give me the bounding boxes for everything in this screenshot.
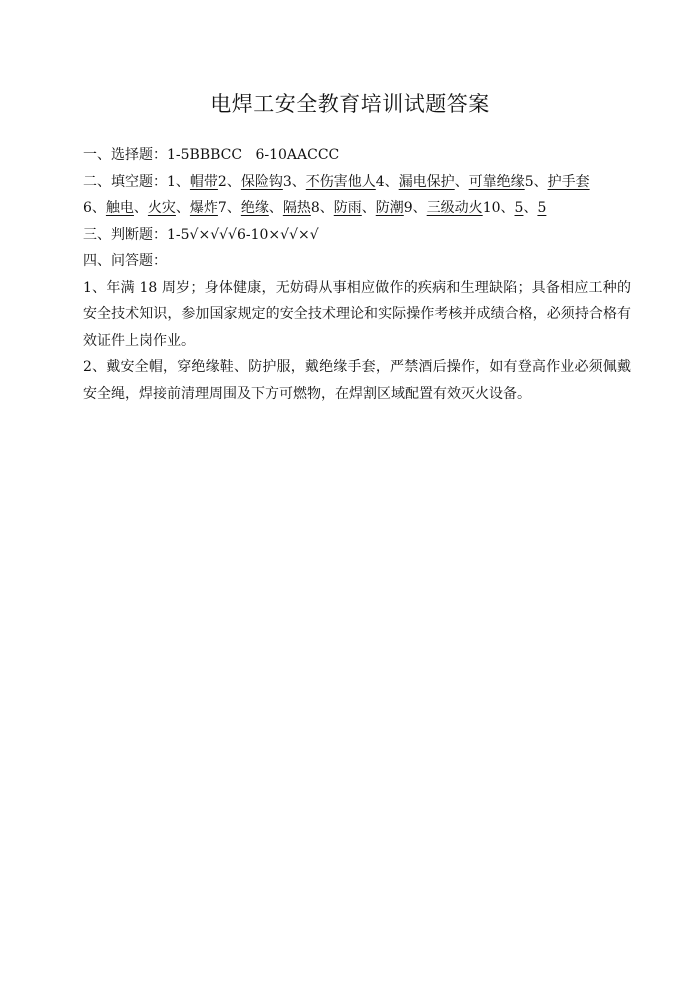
- fill-blank-answer: 隔热: [282, 200, 311, 216]
- multiple-choice-answer-text: 1-5BBBCC 6-10AACCC: [167, 147, 340, 163]
- fill-blank-answer: 防雨: [333, 200, 362, 216]
- fill-blank-answer: 帽带: [189, 173, 218, 190]
- fill-blank-number: 1、: [167, 173, 190, 190]
- short-answer-2: 2、戴安全帽，穿绝缘鞋、防护服，戴绝缘手套，严禁酒后操作，如有登高作业必须佩戴安全绳，焊接前清理周围及下方可燃物，在焊割区域配置有效灭火设备。: [83, 359, 631, 402]
- true-false-answers: [83, 222, 631, 249]
- short-answer-1: 1、年满 18 周岁；身体健康，无妨碍从事相应做作的疾病和生理缺陷；具备相应工种的安全技术知识，参加国家规定的安全技术理论和实际操作考核并成绩合格，必须持合格有效证件上岗作业。: [83, 279, 631, 349]
- true-false-label: 三、判断题：: [83, 226, 167, 243]
- multiple-choice-answers: [83, 142, 631, 169]
- fill-blank-answer: 护手套: [547, 173, 590, 190]
- fill-blank-number: 4、: [375, 173, 399, 190]
- fill-blank-answer: 不伤害他人: [305, 173, 376, 190]
- fill-blank-answers-line-1: [83, 169, 631, 196]
- fill-blank-answer: 绝缘: [240, 200, 269, 216]
- short-answer-label: 四、问答题：: [83, 253, 167, 269]
- fill-blank-separator: 、: [175, 200, 190, 216]
- fill-blank-separator: 、: [523, 200, 538, 216]
- fill-blank-answer: 5: [514, 200, 524, 216]
- document-body: [83, 142, 631, 407]
- fill-blank-answer: 保险钩: [240, 173, 283, 190]
- fill-blank-separator: 、: [133, 200, 148, 216]
- document-title: 电焊工安全教育培训试题答案: [210, 92, 490, 116]
- fill-blank-number: 5、: [524, 173, 548, 190]
- fill-blank-separator: 、: [361, 200, 376, 216]
- fill-blank-answer: 5: [537, 200, 547, 216]
- fill-blank-answer: 漏电保护: [398, 173, 455, 190]
- fill-blank-label: 二、填空题：: [83, 173, 167, 190]
- fill-blank-answers-line-2: [83, 195, 631, 222]
- fill-blank-answer: 触电: [105, 200, 134, 216]
- true-false-answer-text: 1-5√×√√√6-10×√√×√: [167, 226, 319, 243]
- fill-blank-number: 7、: [217, 200, 241, 216]
- fill-blank-answer: 防潮: [375, 200, 404, 216]
- fill-blank-answer: 可靠绝缘: [468, 173, 525, 190]
- fill-blank-separator: 、: [268, 200, 283, 216]
- multiple-choice-label: 一、选择题：: [83, 147, 167, 163]
- fill-blank-answer: 三级动火: [426, 200, 483, 216]
- short-answer-heading: [83, 248, 631, 275]
- fill-blank-answer: 爆炸: [189, 200, 218, 216]
- fill-blank-number: 3、: [282, 173, 306, 190]
- fill-blank-number: 10、: [482, 200, 515, 216]
- fill-blank-number: 9、: [403, 200, 427, 216]
- fill-blank-separator: 、: [454, 173, 469, 190]
- fill-blank-answer: 火灾: [147, 200, 176, 216]
- fill-blank-number: 6、: [83, 200, 106, 216]
- fill-blank-number: 2、: [217, 173, 241, 190]
- fill-blank-number: 8、: [310, 200, 334, 216]
